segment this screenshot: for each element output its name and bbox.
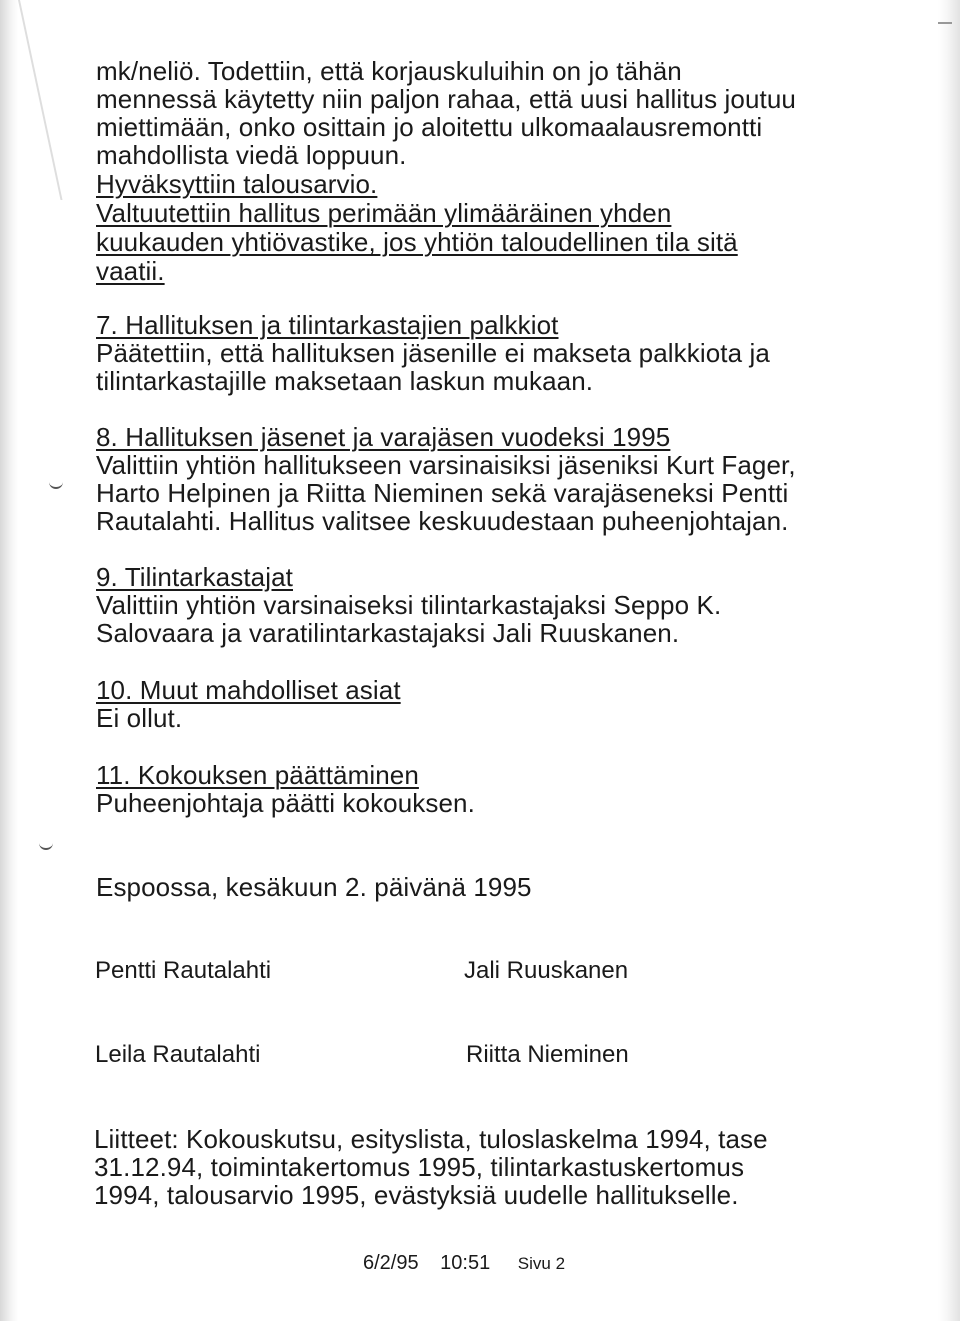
section-body-line: Päätettiin, että hallituksen jäsenille ei makseta palkkiota ja [96, 338, 770, 368]
section-heading: 10. Muut mahdolliset asiat [96, 675, 401, 705]
place-date: Espoossa, kesäkuun 2. päivänä 1995 [96, 872, 532, 902]
continuation-line: mahdollista viedä loppuun. [96, 140, 407, 170]
scan-edge-right [938, 0, 960, 1321]
section-body-line: Salovaara ja varatilintarkastajaksi Jali Ruuskanen. [96, 618, 680, 648]
section-heading: 9. Tilintarkastajat [96, 562, 293, 592]
attachments-line: 31.12.94, toimintakertomus 1995, tilintarkastuskertomus [94, 1152, 745, 1182]
margin-dash [938, 22, 952, 24]
attachments-line: 1994, talousarvio 1995, evästyksiä uudelle hallitukselle. [94, 1180, 739, 1210]
footer-date: 6/2/95 [363, 1252, 419, 1274]
section-body-line: Valittiin yhtiön hallitukseen varsinaisiksi jäseniksi Kurt Fager, [96, 450, 796, 480]
decision-line: vaatii. [96, 256, 165, 286]
section-body-line: Valittiin yhtiön varsinaiseksi tilintarkastajaksi Seppo K. [96, 590, 722, 620]
decision-line: Valtuutettiin hallitus perimään ylimääräinen yhden [96, 198, 672, 228]
section-heading: 11. Kokouksen päättäminen [96, 760, 419, 790]
section-heading: 8. Hallituksen jäsenet ja varajäsen vuodeksi 1995 [96, 422, 671, 452]
signature-name: Leila Rautalahti [95, 1041, 261, 1068]
section-body-line: tilintarkastajille maksetaan laskun mukaan. [96, 366, 594, 396]
scan-edge-left [0, 0, 18, 1321]
punch-mark [49, 479, 63, 489]
section-body-line: Rautalahti. Hallitus valitsee keskuudestaan puheenjohtajan. [96, 506, 789, 536]
section-body-line: Ei ollut. [96, 703, 183, 733]
continuation-line: mk/neliö. Todettiin, että korjauskuluihin on jo tähän [96, 56, 682, 86]
signature-name: Riitta Nieminen [466, 1041, 629, 1068]
continuation-line: mennessä käytetty niin paljon rahaa, että uusi hallitus joutuu [96, 84, 796, 114]
continuation-line: miettimään, onko osittain jo aloitettu ulkomaalausremontti [96, 112, 763, 142]
attachments-line: Liitteet: Kokouskutsu, esityslista, tuloslaskelma 1994, tase [94, 1124, 768, 1154]
signature-name: Jali Ruuskanen [464, 957, 629, 984]
decision-line: kuukauden yhtiövastike, jos yhtiön taloudellinen tila sitä [96, 227, 738, 257]
footer-time: 10:51 [440, 1252, 491, 1274]
print-footer [363, 1251, 565, 1276]
punch-mark [39, 840, 53, 850]
section-heading: 7. Hallituksen ja tilintarkastajien palkkiot [96, 310, 559, 340]
decision-line: Hyväksyttiin talousarvio. [96, 169, 378, 199]
section-body-line: Harto Helpinen ja Riitta Nieminen sekä varajäseneksi Pentti [96, 478, 789, 508]
footer-page-number: Sivu 2 [517, 1254, 566, 1273]
signature-name: Pentti Rautalahti [95, 957, 272, 984]
section-body-line: Puheenjohtaja päätti kokouksen. [96, 788, 475, 818]
